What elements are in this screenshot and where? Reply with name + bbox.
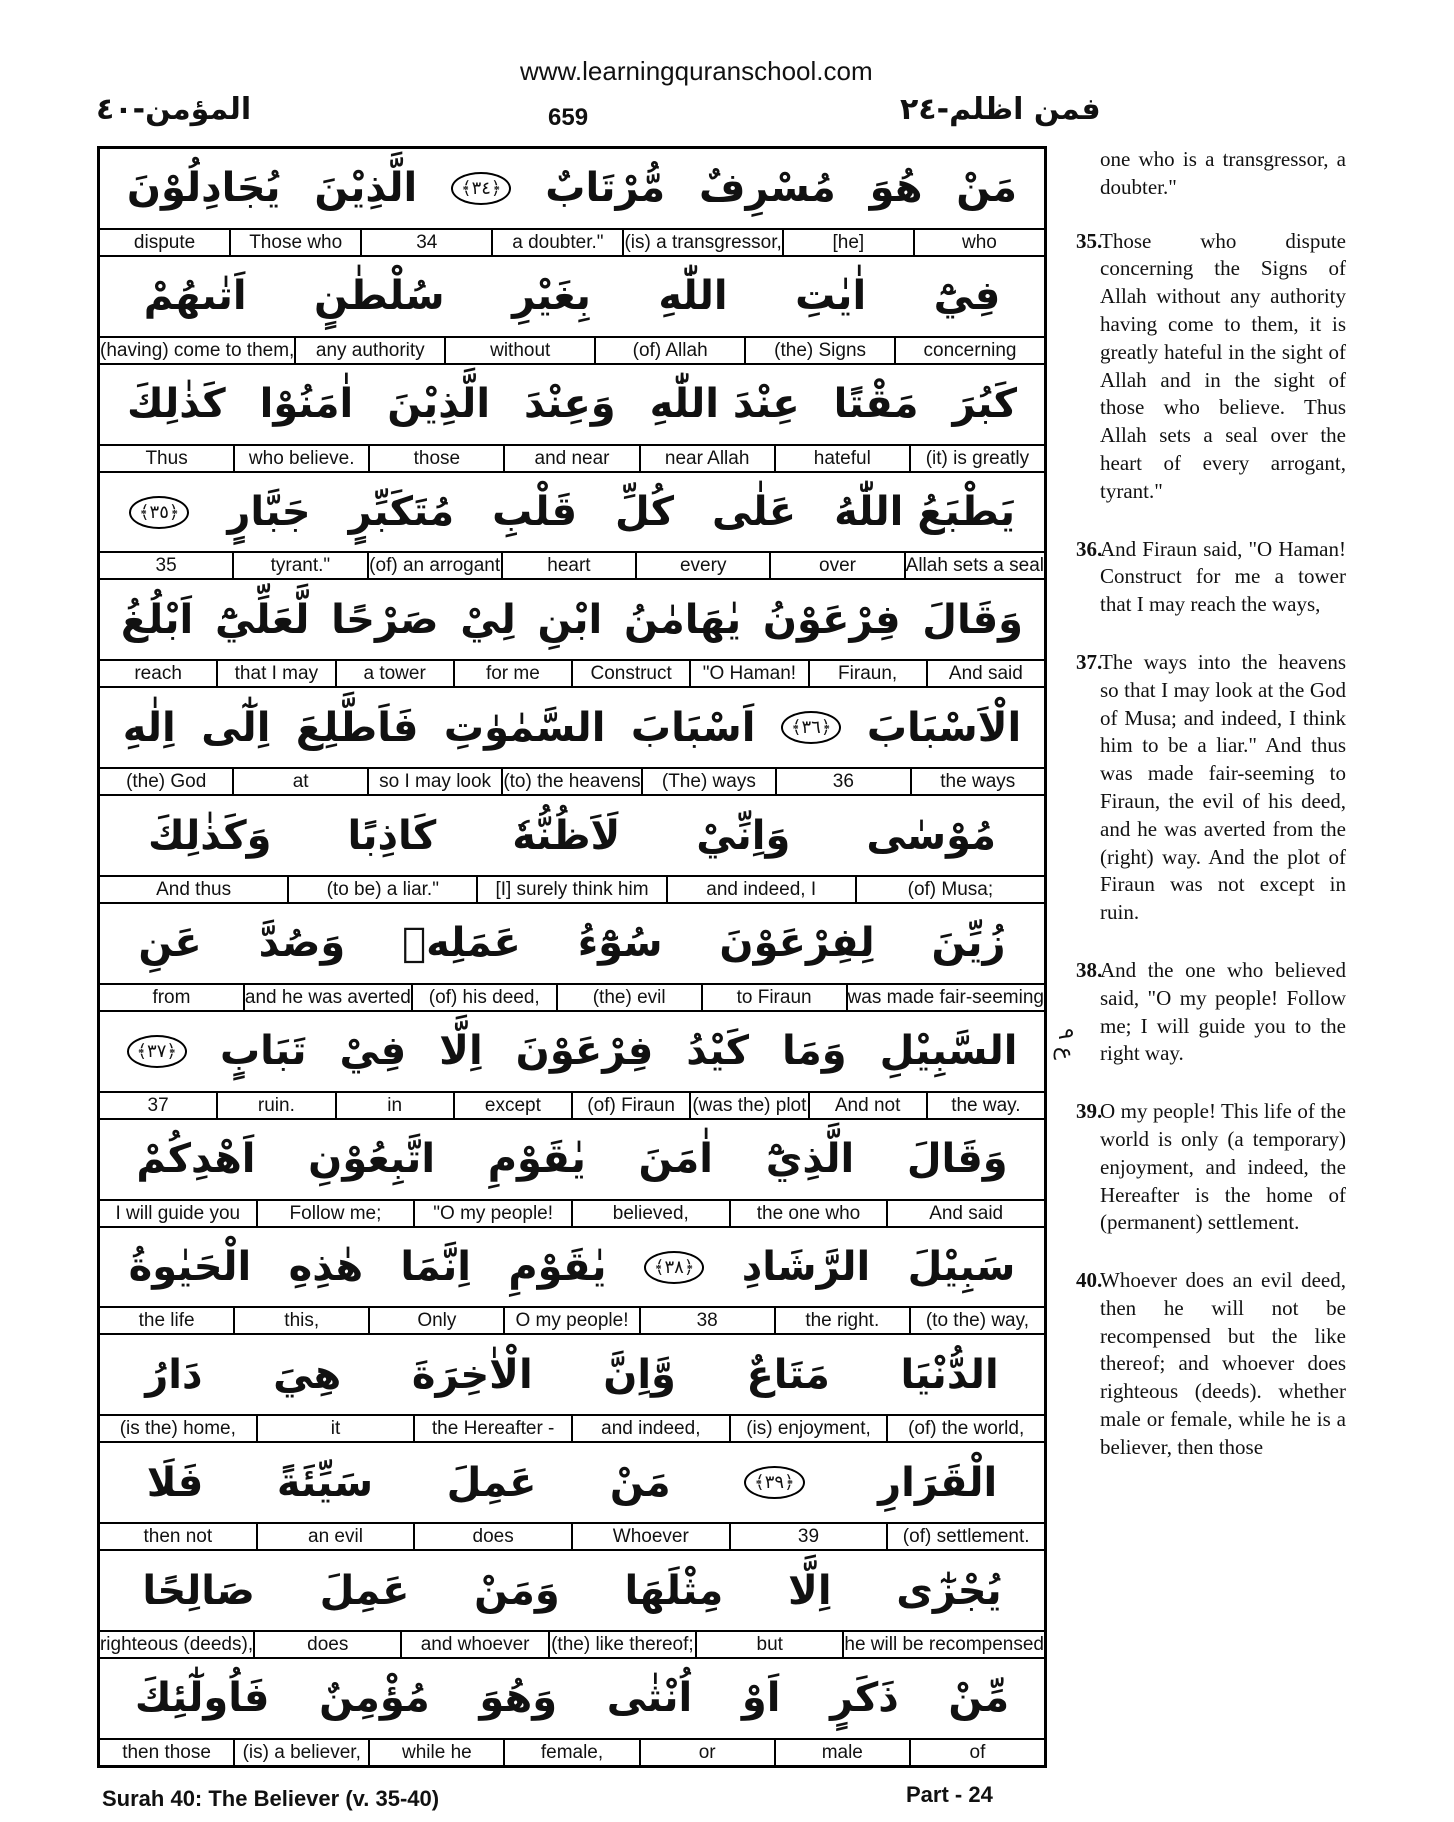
english-word: Allah sets a seal	[905, 555, 1044, 577]
arabic-word: مَنْ	[956, 165, 1018, 212]
english-word: to Firaun	[701, 985, 846, 1010]
verse-block	[100, 1443, 1044, 1551]
arabic-word: عَنِ	[138, 920, 202, 967]
arabic-word: كَاذِبًا	[347, 812, 437, 859]
english-word: (is) a transgressor,	[624, 231, 782, 253]
english-row	[100, 877, 1044, 902]
arabic-word: مُؤْمِنٌ	[319, 1675, 430, 1722]
english-word: (of) Musa;	[855, 877, 1044, 902]
english-row	[100, 661, 1044, 686]
arabic-word: اَبْلُغُ	[120, 596, 194, 643]
arabic-word: الْاَسْبَابَ	[866, 704, 1022, 751]
arabic-word: مُوْسٰى	[866, 812, 996, 859]
english-word: (to) the heavens	[503, 771, 641, 793]
arabic-word: سُوْٓءُ	[577, 920, 663, 967]
arabic-word: يٰقَوْمِ	[508, 1244, 607, 1291]
verse-block	[100, 1335, 1044, 1443]
arabic-row	[100, 1120, 1044, 1201]
arabic-word: مَنْ	[609, 1459, 671, 1506]
arabic-word: اٰمَنَ	[638, 1136, 714, 1183]
arabic-word: كَذٰلِكَ	[126, 381, 226, 428]
english-word: who believe.	[233, 446, 368, 471]
english-word: 38	[639, 1308, 774, 1333]
english-word: 36	[775, 769, 909, 794]
english-word: hateful	[774, 446, 909, 471]
arabic-word: تَبَابٍ	[219, 1028, 307, 1075]
arabic-word: عَمِلَ	[446, 1459, 537, 1506]
english-row	[100, 1093, 1044, 1118]
arabic-word: لَاَظُنُّهٗ	[512, 812, 621, 859]
english-word: near Allah	[639, 446, 774, 471]
arabic-row	[100, 580, 1044, 661]
arabic-word: الدُّنْيَا	[900, 1351, 999, 1398]
translation-paragraph	[1076, 228, 1346, 506]
arabic-word: جَبَّارٍ	[227, 489, 311, 535]
english-word: the right.	[774, 1308, 909, 1333]
english-word: every	[635, 553, 769, 578]
english-word: (of) the world,	[886, 1416, 1044, 1441]
english-word: the one who	[729, 1201, 887, 1226]
translation-text: And Firaun said, "O Haman! Construct for me a tower that I may reach the ways,	[1100, 536, 1346, 617]
english-word: righteous (deeds),	[99, 1634, 254, 1656]
verse-block	[100, 257, 1044, 365]
arabic-word: عَمِلَ	[319, 1567, 410, 1614]
english-word: the Hereafter -	[413, 1416, 571, 1441]
english-row	[100, 230, 1044, 255]
english-word: male	[774, 1740, 909, 1765]
arabic-word: اَسْبَابَ	[630, 704, 756, 751]
arabic-word: عَمَلِهٖ	[402, 920, 521, 967]
verse-block	[100, 796, 1044, 904]
arabic-word: مَتَاعٌ	[746, 1351, 830, 1398]
arabic-word: الْحَيٰوةُ	[128, 1244, 252, 1291]
english-word: the way.	[926, 1093, 1044, 1118]
english-word: I will guide you	[115, 1202, 241, 1224]
arabic-word: اللّٰهِ	[658, 273, 728, 320]
site-url: www.learningquranschool.com	[520, 56, 873, 86]
arabic-word: مُّرْتَابٌ	[545, 165, 666, 212]
english-word: 34	[360, 230, 491, 255]
verse-block	[100, 365, 1044, 473]
english-row	[100, 985, 1044, 1010]
english-word: [he]	[782, 230, 913, 255]
translation-paragraph	[1076, 957, 1346, 1068]
arabic-word: فَاُولٰٓئِكَ	[134, 1675, 270, 1722]
translation-text: Whoever does an evil deed, then he will not be recompensed but the like thereof; and whoever does righteous (deeds). whether male or female, while he is a believer, then those	[1100, 1268, 1346, 1459]
english-word: "O Haman!	[689, 661, 807, 686]
english-word: who	[913, 230, 1044, 255]
verse-number: 37.	[1076, 649, 1103, 674]
arabic-word: قَلْبِ	[492, 489, 578, 535]
arabic-word: مَقْتًا	[833, 381, 919, 428]
english-word: an evil	[256, 1524, 414, 1549]
verse-number: 38.	[1076, 957, 1103, 982]
arabic-word: وَعِنْدَ	[524, 381, 616, 428]
arabic-word: السَّبِيْلِ	[879, 1028, 1018, 1075]
arabic-word: اَتٰىهُمْ	[143, 273, 247, 320]
verse-block	[100, 149, 1044, 257]
arabic-row	[100, 904, 1044, 985]
verse-block	[100, 904, 1044, 1012]
arabic-word: وَقَالَ	[906, 1136, 1008, 1183]
english-word: so I may look	[367, 769, 501, 794]
arabic-word: الَّذِيْنَ	[387, 381, 491, 428]
arabic-word: الْقَرَارِ	[878, 1459, 998, 1506]
arabic-row	[100, 473, 1044, 554]
english-word: (The) ways	[641, 769, 775, 794]
english-word: (of) Allah	[594, 338, 744, 363]
english-word: (is) a believer,	[233, 1740, 368, 1765]
translation-paragraph	[1076, 1098, 1346, 1237]
english-word: Only	[368, 1308, 503, 1333]
arabic-word: مُسْرِفٌ	[698, 165, 836, 212]
verse-block	[100, 1120, 1044, 1228]
arabic-word: عِنْدَ اللّٰهِ	[649, 381, 800, 428]
arabic-word: اتَّبِعُوْنِ	[308, 1136, 436, 1183]
arabic-row	[100, 149, 1044, 230]
english-row	[100, 446, 1044, 471]
arabic-word: كَيْدُ	[686, 1028, 749, 1075]
english-word: (is the) home,	[119, 1418, 236, 1440]
arabic-word: يُجْزٰٓى	[896, 1567, 1002, 1614]
verse-block	[100, 1012, 1044, 1120]
arabic-word: هُوَ	[869, 165, 923, 212]
arabic-word: اَهْدِكُمْ	[136, 1136, 256, 1183]
arabic-word: زُيِّنَ	[931, 920, 1006, 967]
arabic-word: يٰقَوْمِ	[487, 1136, 586, 1183]
ayah-number-marker: ﴿٣٧﴾	[127, 1035, 187, 1068]
ayah-number-marker: ﴿٣٨﴾	[644, 1251, 704, 1284]
english-word: (it) is greatly	[909, 446, 1044, 471]
english-word: And thus	[156, 879, 232, 901]
verse-number: 39.	[1076, 1099, 1103, 1124]
english-word: [I] surely think him	[476, 877, 665, 902]
arabic-word: الرَّشَادِ	[741, 1244, 871, 1291]
arabic-word: فِيْٓ	[933, 273, 1001, 320]
arabic-word: بِغَيْرِ	[512, 273, 591, 320]
english-word: Follow me;	[256, 1201, 414, 1226]
english-word: (was the) plot	[689, 1093, 807, 1118]
english-word: but	[695, 1632, 842, 1657]
arabic-row	[100, 1335, 1044, 1416]
arabic-word: اُنْثٰى	[606, 1675, 693, 1722]
arabic-word: السَّمٰوٰتِ	[443, 704, 606, 751]
arabic-word: اِلَّا	[439, 1028, 483, 1075]
arabic-word: لِفِرْعَوْنَ	[719, 920, 875, 967]
arabic-word: مُتَكَبِّرٍ	[348, 489, 455, 535]
translation-text: The ways into the heavens so that I may look at the God of Musa; and indeed, I think him to be a liar." And thus was made fair-seeming to Firaun, the evil of his deed, and he was averted from the (right) way. And the plot of Firaun was not except in ruin.	[1100, 649, 1346, 925]
arabic-word: لَّعَلِّيْٓ	[214, 596, 310, 643]
verse-block	[100, 1551, 1044, 1659]
word-by-word-grid	[97, 146, 1047, 1768]
english-word: for me	[453, 661, 571, 686]
ruku-mark: ع ٩	[1053, 1028, 1078, 1060]
arabic-row	[100, 257, 1044, 338]
surah-title: المؤمن-٤٠	[96, 92, 252, 127]
arabic-word: سَيِّئَةً	[276, 1459, 374, 1506]
english-word: Firaun,	[808, 661, 926, 686]
arabic-word: فِيْ	[339, 1028, 407, 1075]
translation-text: Those who dispute concerning the Signs of Allah without any authority having come to them, it is greatly hateful in the sight of Allah and in the sight of those who believe. Thus Allah sets a seal over the heart of every arrogant, tyrant."	[1100, 228, 1346, 503]
english-word: he will be recompensed	[844, 1634, 1044, 1656]
verse-number: 35.	[1076, 228, 1103, 253]
english-word: female,	[503, 1740, 638, 1765]
ayah-number-marker: ﴿٣٥﴾	[129, 496, 189, 529]
arabic-word: يٰهَامٰنُ	[623, 596, 742, 643]
english-word: Those who	[229, 230, 360, 255]
verse-number: 36.	[1076, 536, 1103, 561]
english-word: believed,	[571, 1201, 729, 1226]
arabic-word: لِيْ	[460, 596, 516, 643]
arabic-word: الَّذِيْنَ	[314, 165, 418, 212]
verse-block	[100, 1228, 1044, 1336]
english-word: a tower	[335, 661, 453, 686]
arabic-word: عَلٰى	[711, 489, 797, 535]
english-word: O my people!	[503, 1308, 638, 1333]
verse-block	[100, 1659, 1044, 1765]
english-word: those	[368, 446, 503, 471]
arabic-word: فِرْعَوْنَ	[515, 1028, 654, 1075]
english-word: dispute	[133, 231, 196, 253]
english-word: that I may	[216, 661, 334, 686]
translation-paragraph	[1076, 649, 1346, 927]
english-word: tyrant."	[232, 553, 366, 578]
english-row	[100, 553, 1044, 578]
arabic-word: فَلَا	[146, 1459, 204, 1506]
translation-text: one who is a transgressor, a doubter."	[1100, 147, 1346, 199]
english-row	[100, 1524, 1044, 1549]
arabic-row	[100, 365, 1044, 446]
arabic-word: اِلٰٓى	[201, 704, 271, 751]
footer-surah: Surah 40: The Believer (v. 35-40)	[102, 1786, 440, 1811]
english-word: and whoever	[400, 1632, 547, 1657]
english-word: ruin.	[216, 1093, 334, 1118]
english-word: and he was averted	[244, 986, 411, 1008]
verse-block	[100, 688, 1044, 796]
arabic-word: هِيَ	[273, 1351, 342, 1398]
english-word: the life	[138, 1310, 195, 1332]
arabic-word: وَّاِنَّ	[603, 1351, 676, 1398]
arabic-word: دَارُ	[145, 1351, 203, 1398]
translation-paragraph	[1076, 146, 1346, 202]
arabic-word: مِّنْ	[948, 1675, 1010, 1722]
arabic-word: وَمَا	[782, 1028, 847, 1075]
english-word: Construct	[571, 661, 689, 686]
english-word: was made fair-seeming	[847, 986, 1044, 1008]
arabic-word: هٰذِهِ	[288, 1244, 364, 1291]
english-word: does	[253, 1632, 400, 1657]
page-number: 659	[548, 104, 589, 131]
arabic-word: صَرْحًا	[331, 596, 439, 643]
arabic-word: يَطْبَعُ اللّٰهُ	[834, 489, 1015, 535]
english-word: over	[769, 553, 903, 578]
english-row	[100, 338, 1044, 363]
english-word: (the) Signs	[744, 338, 894, 363]
english-word: (of) Firaun	[571, 1093, 689, 1118]
arabic-word: وَهُوَ	[479, 1675, 558, 1722]
arabic-word: اِلٰهِ	[122, 704, 176, 751]
english-word: this,	[233, 1308, 368, 1333]
arabic-word: صَالِحًا	[142, 1567, 255, 1614]
english-word: in	[335, 1093, 453, 1118]
english-word: (of) an arrogant	[367, 553, 501, 578]
arabic-word: وَقَالَ	[922, 596, 1024, 643]
english-word: (to be) a liar."	[287, 877, 476, 902]
arabic-word: اٰيٰتِ	[795, 273, 867, 320]
english-word: reach	[134, 663, 182, 685]
arabic-word: فَاَطَّلِعَ	[295, 704, 419, 751]
english-word: and indeed, I	[666, 877, 855, 902]
arabic-word: سُلْطٰنٍ	[314, 273, 445, 320]
english-row	[100, 1740, 1044, 1765]
arabic-word: كَبُرَ	[952, 381, 1017, 428]
english-word: or	[639, 1740, 774, 1765]
arabic-word: وَصُدَّ	[258, 920, 346, 967]
english-word: concerning	[894, 338, 1044, 363]
arabic-word: ابْنِ	[537, 596, 603, 643]
english-row	[100, 1201, 1044, 1226]
english-word: while he	[368, 1740, 503, 1765]
ayah-number-marker: ﴿٣٩﴾	[744, 1466, 804, 1499]
arabic-row	[100, 1012, 1044, 1093]
arabic-word: ذَكَرٍ	[830, 1675, 899, 1722]
english-word: (is) enjoyment,	[729, 1416, 887, 1441]
english-word: from	[152, 986, 191, 1008]
arabic-row	[100, 1659, 1044, 1740]
footer-part: Part - 24	[906, 1782, 993, 1807]
translation-text: O my people! This life of the world is only (a temporary) enjoyment, and indeed, the Hereafter is the home of (permanent) settlement.	[1100, 1099, 1346, 1235]
arabic-word: اٰمَنُوْا	[259, 381, 354, 428]
arabic-row	[100, 1551, 1044, 1632]
arabic-word: كُلِّ	[615, 489, 674, 535]
arabic-word: سَبِيْلَ	[907, 1244, 1016, 1291]
english-word: any authority	[294, 338, 444, 363]
english-word: 39	[729, 1524, 887, 1549]
arabic-word: فِرْعَوْنُ	[762, 596, 901, 643]
english-word: of	[909, 1740, 1044, 1765]
verse-block	[100, 473, 1044, 581]
juz-title: فمن اظلم-٢٤	[900, 92, 1101, 127]
english-word: 35	[155, 555, 177, 577]
arabic-word: يُجَادِلُوْنَ	[126, 165, 281, 212]
english-word: then those	[122, 1741, 211, 1763]
english-word: (the) like thereof;	[548, 1632, 695, 1657]
english-word: (to the) way,	[909, 1308, 1044, 1333]
english-word: heart	[501, 553, 635, 578]
arabic-word: اِنَّمَا	[400, 1244, 471, 1291]
english-word: the ways	[910, 769, 1044, 794]
english-word: it	[256, 1416, 414, 1441]
arabic-word: اِلَّا	[788, 1567, 832, 1614]
arabic-word: مِثْلَهَا	[624, 1567, 724, 1614]
ayah-number-marker: ﴿٣٦﴾	[781, 711, 841, 744]
english-row	[100, 1308, 1044, 1333]
translation-paragraph	[1076, 1267, 1346, 1462]
english-row	[100, 1632, 1044, 1657]
english-word: Thus	[145, 447, 188, 469]
english-word: except	[453, 1093, 571, 1118]
english-word: without	[444, 338, 594, 363]
verse-block	[100, 580, 1044, 688]
arabic-row	[100, 796, 1044, 877]
english-word: at	[232, 769, 366, 794]
english-word: a doubter."	[491, 230, 622, 255]
english-row	[100, 769, 1044, 794]
english-word: does	[413, 1524, 571, 1549]
english-word: 37	[147, 1094, 169, 1116]
english-word: And not	[808, 1093, 926, 1118]
english-word: and near	[503, 446, 638, 471]
arabic-word: وَاِنِّيْ	[696, 812, 791, 859]
english-word: (of) his deed,	[411, 985, 556, 1010]
arabic-word: الَّذِيْٓ	[765, 1136, 855, 1183]
arabic-word: وَكَذٰلِكَ	[147, 812, 272, 859]
english-word: "O my people!	[413, 1201, 571, 1226]
english-word: And said	[886, 1201, 1044, 1226]
arabic-word: الْاٰخِرَةَ	[411, 1351, 533, 1398]
english-word: (the) evil	[556, 985, 701, 1010]
english-word: Whoever	[571, 1524, 729, 1549]
translation-paragraph	[1076, 536, 1346, 619]
english-row	[100, 1416, 1044, 1441]
english-word: and indeed,	[571, 1416, 729, 1441]
arabic-row	[100, 1443, 1044, 1524]
english-word: (the) God	[126, 771, 207, 793]
translation-text: And the one who believed said, "O my people! Follow me; I will guide you to the right way.	[1100, 957, 1346, 1066]
verse-number: 40.	[1076, 1268, 1103, 1293]
translation-column	[1076, 146, 1346, 1462]
english-word: (of) settlement.	[886, 1524, 1044, 1549]
arabic-row	[100, 1228, 1044, 1309]
arabic-row	[100, 688, 1044, 769]
english-word: (having) come to them,	[100, 339, 295, 361]
ayah-number-marker: ﴿٣٤﴾	[451, 172, 511, 205]
english-word: then not	[143, 1526, 213, 1548]
english-word: And said	[926, 661, 1044, 686]
arabic-word: اَوْ	[741, 1675, 781, 1722]
arabic-word: وَمَنْ	[474, 1567, 560, 1614]
